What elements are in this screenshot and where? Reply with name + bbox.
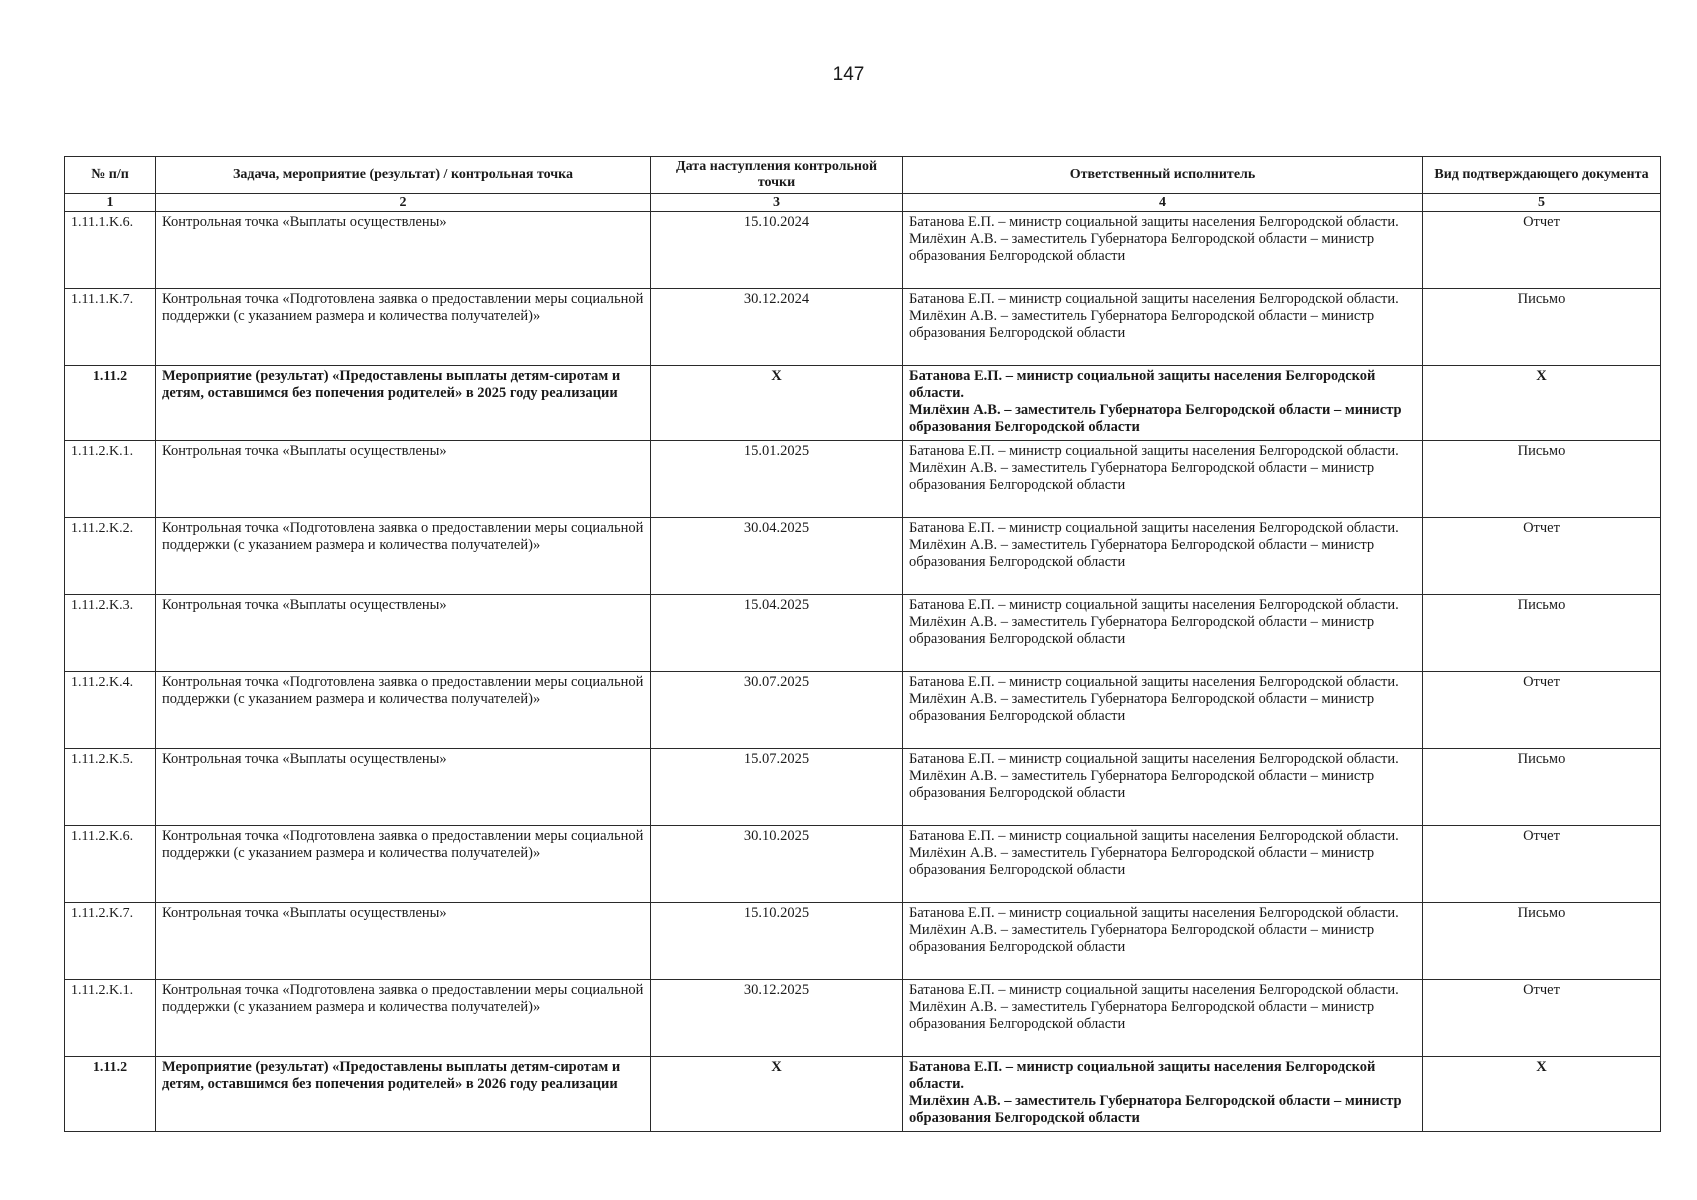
row-number: 1.11.2 — [65, 366, 156, 441]
row-document-type: Отчет — [1423, 980, 1661, 1057]
row-document-type: Отчет — [1423, 518, 1661, 595]
header-col-index: 3 — [651, 194, 903, 212]
executor-line: Милёхин А.В. – заместитель Губернатора Белгородской области – министр образования Белгородской области — [909, 460, 1375, 493]
table-row — [65, 1057, 1661, 1132]
row-document-type: Отчет — [1423, 212, 1661, 289]
row-date: 15.04.2025 — [651, 595, 903, 672]
executor-line: Милёхин А.В. – заместитель Губернатора Белгородской области – министр образования Белгородской области — [909, 402, 1402, 435]
row-task: Контрольная точка «Выплаты осуществлены» — [156, 212, 651, 289]
row-date: X — [651, 366, 903, 441]
row-date: 30.12.2024 — [651, 289, 903, 366]
row-document-type: Письмо — [1423, 289, 1661, 366]
row-task: Контрольная точка «Подготовлена заявка о предоставлении меры социальной поддержки (с указанием размера и количества получателей)» — [156, 289, 651, 366]
executor-line: Батанова Е.П. – министр социальной защиты населения Белгородской области. — [909, 674, 1399, 690]
row-executor — [903, 595, 1423, 672]
executor-line: Батанова Е.П. – министр социальной защиты населения Белгородской области. — [909, 982, 1399, 998]
row-executor — [903, 1057, 1423, 1132]
row-task: Контрольная точка «Подготовлена заявка о предоставлении меры социальной поддержки (с указанием размера и количества получателей)» — [156, 980, 651, 1057]
table-row — [65, 980, 1661, 1057]
table-body — [65, 212, 1661, 1132]
row-number: 1.11.2.K.5. — [65, 749, 156, 826]
row-task: Контрольная точка «Выплаты осуществлены» — [156, 441, 651, 518]
executor-line: Батанова Е.П. – министр социальной защиты населения Белгородской области. — [909, 1059, 1376, 1092]
row-document-type: X — [1423, 366, 1661, 441]
row-executor — [903, 366, 1423, 441]
row-date: 15.10.2024 — [651, 212, 903, 289]
executor-line: Батанова Е.П. – министр социальной защиты населения Белгородской области. — [909, 291, 1399, 307]
executor-line: Батанова Е.П. – министр социальной защиты населения Белгородской области. — [909, 597, 1399, 613]
row-document-type: Письмо — [1423, 441, 1661, 518]
row-date: 30.10.2025 — [651, 826, 903, 903]
table-row — [65, 672, 1661, 749]
row-task: Контрольная точка «Выплаты осуществлены» — [156, 595, 651, 672]
row-number: 1.11.2.K.7. — [65, 903, 156, 980]
executor-line: Милёхин А.В. – заместитель Губернатора Белгородской области – министр образования Белгородской области — [909, 308, 1375, 341]
header-col-index: 5 — [1423, 194, 1661, 212]
row-executor — [903, 518, 1423, 595]
row-number: 1.11.2 — [65, 1057, 156, 1132]
row-executor — [903, 749, 1423, 826]
table-header — [65, 157, 1661, 212]
row-executor — [903, 903, 1423, 980]
control-points-table — [64, 156, 1661, 1132]
row-executor — [903, 441, 1423, 518]
executor-line: Милёхин А.В. – заместитель Губернатора Белгородской области – министр образования Белгородской области — [909, 691, 1375, 724]
executor-line: Милёхин А.В. – заместитель Губернатора Белгородской области – министр образования Белгородской области — [909, 1093, 1402, 1126]
table-row — [65, 441, 1661, 518]
row-date: 30.07.2025 — [651, 672, 903, 749]
row-number: 1.11.2.K.1. — [65, 441, 156, 518]
row-number: 1.11.2.K.4. — [65, 672, 156, 749]
table-row — [65, 903, 1661, 980]
row-task: Контрольная точка «Подготовлена заявка о предоставлении меры социальной поддержки (с указанием размера и количества получателей)» — [156, 826, 651, 903]
header-col-index: 1 — [65, 194, 156, 212]
row-task: Мероприятие (результат) «Предоставлены выплаты детям-сиротам и детям, оставшимся без попечения родителей» в 2025 году реализации — [156, 366, 651, 441]
table-row — [65, 289, 1661, 366]
table-row — [65, 212, 1661, 289]
row-task: Контрольная точка «Подготовлена заявка о предоставлении меры социальной поддержки (с указанием размера и количества получателей)» — [156, 672, 651, 749]
row-date: 15.07.2025 — [651, 749, 903, 826]
row-number: 1.11.2.K.6. — [65, 826, 156, 903]
row-task: Контрольная точка «Подготовлена заявка о предоставлении меры социальной поддержки (с указанием размера и количества получателей)» — [156, 518, 651, 595]
row-document-type: Отчет — [1423, 672, 1661, 749]
row-document-type: X — [1423, 1057, 1661, 1132]
row-document-type: Письмо — [1423, 595, 1661, 672]
row-document-type: Отчет — [1423, 826, 1661, 903]
executor-line: Батанова Е.П. – министр социальной защиты населения Белгородской области. — [909, 828, 1399, 844]
executor-line: Батанова Е.П. – министр социальной защиты населения Белгородской области. — [909, 520, 1399, 536]
header-executor: Ответственный исполнитель — [903, 157, 1423, 194]
executor-line: Батанова Е.П. – министр социальной защиты населения Белгородской области. — [909, 214, 1399, 230]
row-date: X — [651, 1057, 903, 1132]
row-number: 1.11.2.K.2. — [65, 518, 156, 595]
row-executor — [903, 672, 1423, 749]
table-row — [65, 518, 1661, 595]
executor-line: Милёхин А.В. – заместитель Губернатора Белгородской области – министр образования Белгородской области — [909, 845, 1375, 878]
row-date: 30.04.2025 — [651, 518, 903, 595]
table-row — [65, 595, 1661, 672]
table-row — [65, 749, 1661, 826]
executor-line: Милёхин А.В. – заместитель Губернатора Белгородской области – министр образования Белгородской области — [909, 768, 1375, 801]
row-number: 1.11.2.K.3. — [65, 595, 156, 672]
executor-line: Милёхин А.В. – заместитель Губернатора Белгородской области – министр образования Белгородской области — [909, 999, 1375, 1032]
header-col-index: 2 — [156, 194, 651, 212]
row-executor — [903, 826, 1423, 903]
header-col-index: 4 — [903, 194, 1423, 212]
executor-line: Милёхин А.В. – заместитель Губернатора Белгородской области – министр образования Белгородской области — [909, 922, 1375, 955]
header-task: Задача, мероприятие (результат) / контрольная точка — [156, 157, 651, 194]
row-date: 30.12.2025 — [651, 980, 903, 1057]
row-number: 1.11.2.K.1. — [65, 980, 156, 1057]
row-task: Контрольная точка «Выплаты осуществлены» — [156, 749, 651, 826]
executor-line: Батанова Е.П. – министр социальной защиты населения Белгородской области. — [909, 905, 1399, 921]
row-date: 15.10.2025 — [651, 903, 903, 980]
page-number: 147 — [832, 64, 865, 85]
row-executor — [903, 980, 1423, 1057]
row-number: 1.11.1.K.6. — [65, 212, 156, 289]
executor-line: Милёхин А.В. – заместитель Губернатора Белгородской области – министр образования Белгородской области — [909, 231, 1375, 264]
row-document-type: Письмо — [1423, 903, 1661, 980]
row-date: 15.01.2025 — [651, 441, 903, 518]
executor-line: Батанова Е.П. – министр социальной защиты населения Белгородской области. — [909, 443, 1399, 459]
table-row — [65, 366, 1661, 441]
row-number: 1.11.1.K.7. — [65, 289, 156, 366]
row-document-type: Письмо — [1423, 749, 1661, 826]
executor-line: Батанова Е.П. – министр социальной защиты населения Белгородской области. — [909, 368, 1376, 401]
header-date: Дата наступления контрольной точки — [651, 157, 903, 194]
executor-line: Милёхин А.В. – заместитель Губернатора Белгородской области – министр образования Белгородской области — [909, 537, 1375, 570]
row-task: Мероприятие (результат) «Предоставлены выплаты детям-сиротам и детям, оставшимся без попечения родителей» в 2026 году реализации — [156, 1057, 651, 1132]
header-document: Вид подтверждающего документа — [1423, 157, 1661, 194]
executor-line: Батанова Е.П. – министр социальной защиты населения Белгородской области. — [909, 751, 1399, 767]
executor-line: Милёхин А.В. – заместитель Губернатора Белгородской области – министр образования Белгородской области — [909, 614, 1375, 647]
row-executor — [903, 289, 1423, 366]
row-task: Контрольная точка «Выплаты осуществлены» — [156, 903, 651, 980]
row-executor — [903, 212, 1423, 289]
table-row — [65, 826, 1661, 903]
header-number: № п/п — [65, 157, 156, 194]
